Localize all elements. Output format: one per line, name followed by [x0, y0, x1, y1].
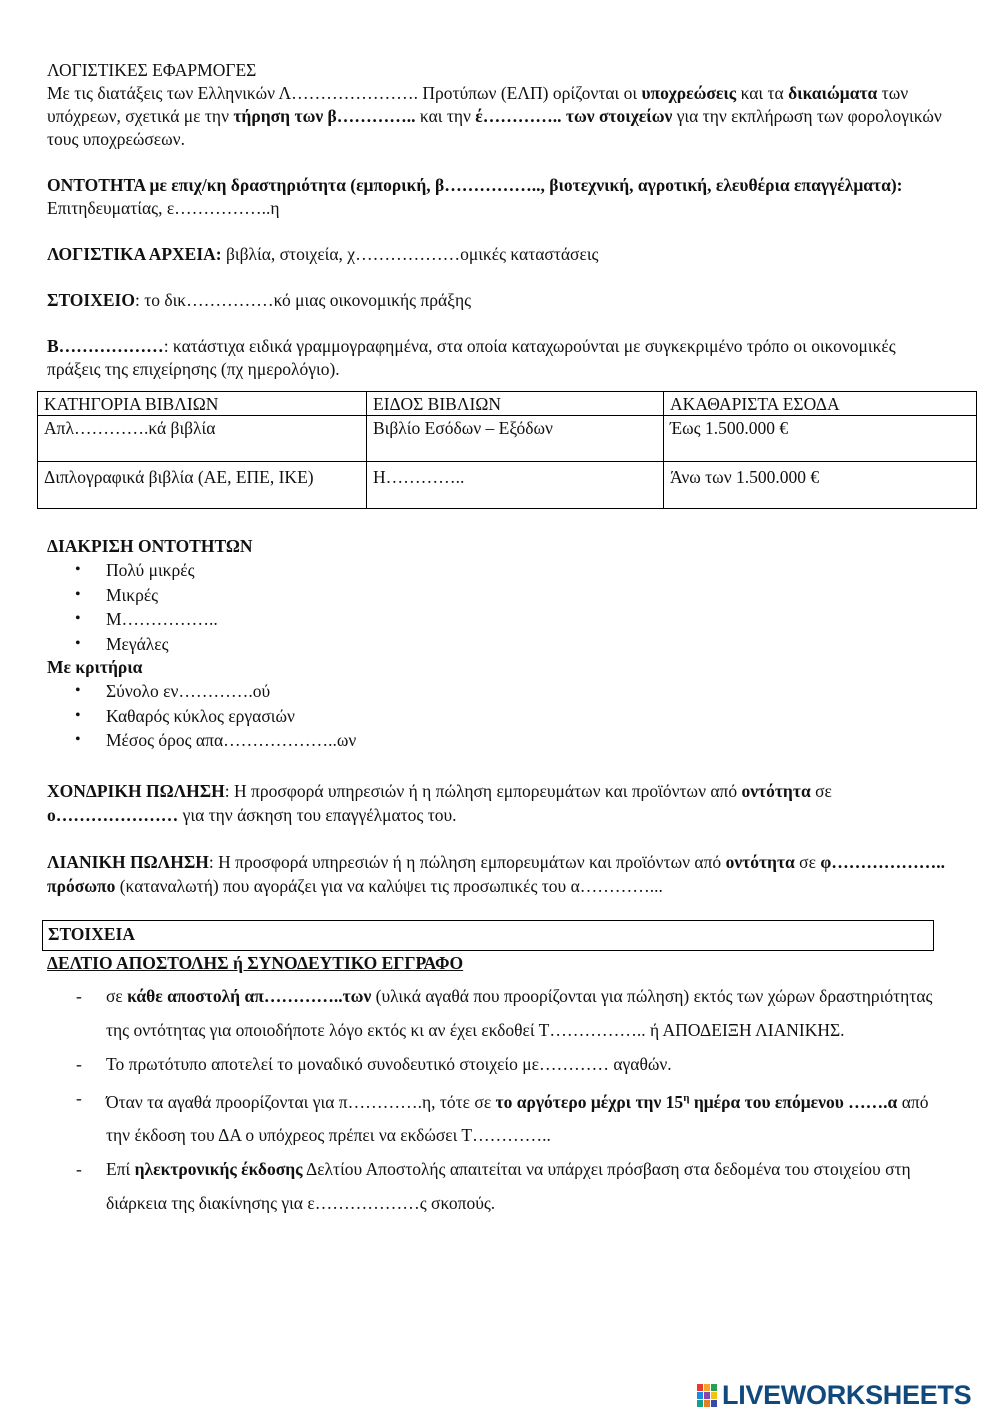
list-item: • Καθαρός κύκλος εργασιών	[75, 704, 952, 729]
list-item: • Μεγάλες	[75, 632, 952, 657]
criteria-heading: Με κριτήρια	[47, 657, 143, 677]
page-title: ΛΟΓΙΣΤΙΚΕΣ ΕΦΑΡΜΟΓΕΣ	[47, 60, 257, 80]
logo-mark-square	[704, 1384, 710, 1391]
table-header-cell: ΕΙΔΟΣ ΒΙΒΛΙΩΝ	[367, 392, 664, 416]
table-cell: Έως 1.500.000 €	[664, 416, 977, 462]
books-table	[37, 391, 977, 509]
table-cell: Άνω των 1.500.000 €	[664, 462, 977, 509]
criteria-list	[47, 679, 952, 753]
logo-mark-square	[711, 1392, 717, 1399]
table-header-cell: ΚΑΤΗΓΟΡΙΑ ΒΙΒΛΙΩΝ	[38, 392, 367, 416]
deltio-heading: ΔΕΛΤΙΟ ΑΠΟΣΤΟΛΗΣ ή ΣΥΝΟΔΕΥΤΙΚΟ ΕΓΓΡΑΦΟ	[47, 952, 464, 973]
xondriki-definition: ΧΟΝΔΡΙΚΗ ΠΩΛΗΣΗ: Η προσφορά υπηρεσιών ή η πώληση εμπορευμάτων και προϊόντων από οντότητα σε ο………………… για την άσκηση του επαγγέλματος του.	[47, 780, 832, 825]
diakrisi-heading: ΔΙΑΚΡΙΣΗ ΟΝΤΟΤΗΤΩΝ	[47, 536, 253, 556]
list-item: - Όταν τα αγαθά προορίζονται για π………….η, τότε σε το αργότερο μέχρι την $15^\eta$ ημέρα του επόμενου …….α από την έκδοση του ΔΑ ο υπόχρεος πρέπει να εκδώσει Τ…………..	[47, 1081, 952, 1153]
logo-mark-square	[697, 1400, 703, 1407]
list-item: • Μέσος όρος απα………………..ων	[75, 728, 952, 753]
table-header-cell: ΑΚΑΘΑΡΙΣΤΑ ΕΣΟΔΑ	[664, 392, 977, 416]
logo-mark-square	[697, 1384, 703, 1391]
list-item: - Το πρωτότυπο αποτελεί το μοναδικό συνοδευτικό στοιχείο με………… αγαθών.	[47, 1047, 952, 1081]
intro-paragraph: Με τις διατάξεις των Ελληνικών Λ…………………. Προτύπων (ΕΛΠ) ορίζονται οι υποχρεώσεις και τα δικαιώματα των υπόχρεων, σχετικά με την τήρηση των β………….. και την έ………….. των στοιχείων για την εκπλήρωση των φορολογικών τους υποχρεώσεων.	[47, 83, 942, 149]
table-row	[38, 462, 977, 509]
stoixeia-section-box: ΣΤΟΙΧΕΙΑ	[42, 920, 934, 951]
logo-mark-square	[711, 1400, 717, 1407]
table-cell: Διπλογραφικά βιβλία (ΑΕ, ΕΠΕ, ΙΚΕ)	[38, 462, 367, 509]
logo-mark-square	[704, 1400, 710, 1407]
list-item: - σε κάθε αποστολή απ…………..των (υλικά αγαθά που προορίζονται για πώληση) εκτός των χώρων δραστηριότητας της οντότητας για οποιοδήποτε λόγο εκτός κι αν έχει εκδοθεί Τ…………….. ή ΑΠΟΔΕΙΞΗ ΛΙΑΝΙΚΗΣ.	[47, 979, 952, 1047]
worksheet-page	[44, 59, 952, 1220]
ontotita-definition: ΟΝΤΟΤΗΤΑ με επιχ/κη δραστηριότητα (εμπορική, β…………….., βιοτεχνική, αγροτική, ελευθέρια επαγγέλματα): Επιτηδευματίας, ε……………..η	[47, 175, 903, 218]
list-item: • Σύνολο εν………….ού	[75, 679, 952, 704]
list-item: • Πολύ μικρές	[75, 558, 952, 583]
lianiki-definition: ΛΙΑΝΙΚΗ ΠΩΛΗΣΗ: Η προσφορά υπηρεσιών ή η πώληση εμπορευμάτων και προϊόντων από οντότητα σε φ……………….. πρόσωπο (καταναλωτή) που αγοράζει για να καλύψει τις προσωπικές του α…………...	[47, 851, 946, 896]
liveworksheets-logo	[697, 1380, 971, 1411]
logo-mark-square	[704, 1392, 710, 1399]
logistika-archeia-definition: ΛΟΓΙΣΤΙΚΑ ΑΡΧΕΙΑ: βιβλία, στοιχεία, χ………………ομικές καταστάσεις	[47, 244, 599, 264]
liveworksheets-logo-text: LIVEWORKSHEETS	[722, 1380, 972, 1410]
list-item: - Επί ηλεκτρονικής έκδοσης Δελτίου Αποστολής απαιτείται να υπάρχει πρόσβαση στα δεδομένα του στοιχείου στη διάρκεια της διακίνησης για ε………………ς σκοπούς.	[47, 1152, 952, 1220]
list-item: • Μικρές	[75, 583, 952, 608]
logo-mark-square	[711, 1384, 717, 1391]
stoixeio-definition: ΣΤΟΙΧΕΙΟ: το δικ……………κό μιας οικονομικής πράξης	[47, 290, 472, 310]
table-row	[38, 416, 977, 462]
list-item: • Μ……………..	[75, 607, 952, 632]
vivlia-definition: Β………………: κατάστιχα ειδικά γραμμογραφημένα, στα οποία καταχωρούνται με συγκεκριμένο τρόπο οι οικονομικές πράξεις της επιχείρησης (πχ ημερολόγιο).	[47, 336, 896, 379]
entity-size-list	[47, 558, 952, 656]
liveworksheets-logo-icon	[697, 1384, 719, 1408]
table-header-row	[38, 392, 977, 416]
table-cell: Η…………..	[367, 462, 664, 509]
logo-mark-square	[697, 1392, 703, 1399]
table-cell: Απλ………….κά βιβλία	[38, 416, 367, 462]
table-cell: Βιβλίο Εσόδων – Εξόδων	[367, 416, 664, 462]
deltio-rules-list	[47, 979, 952, 1221]
